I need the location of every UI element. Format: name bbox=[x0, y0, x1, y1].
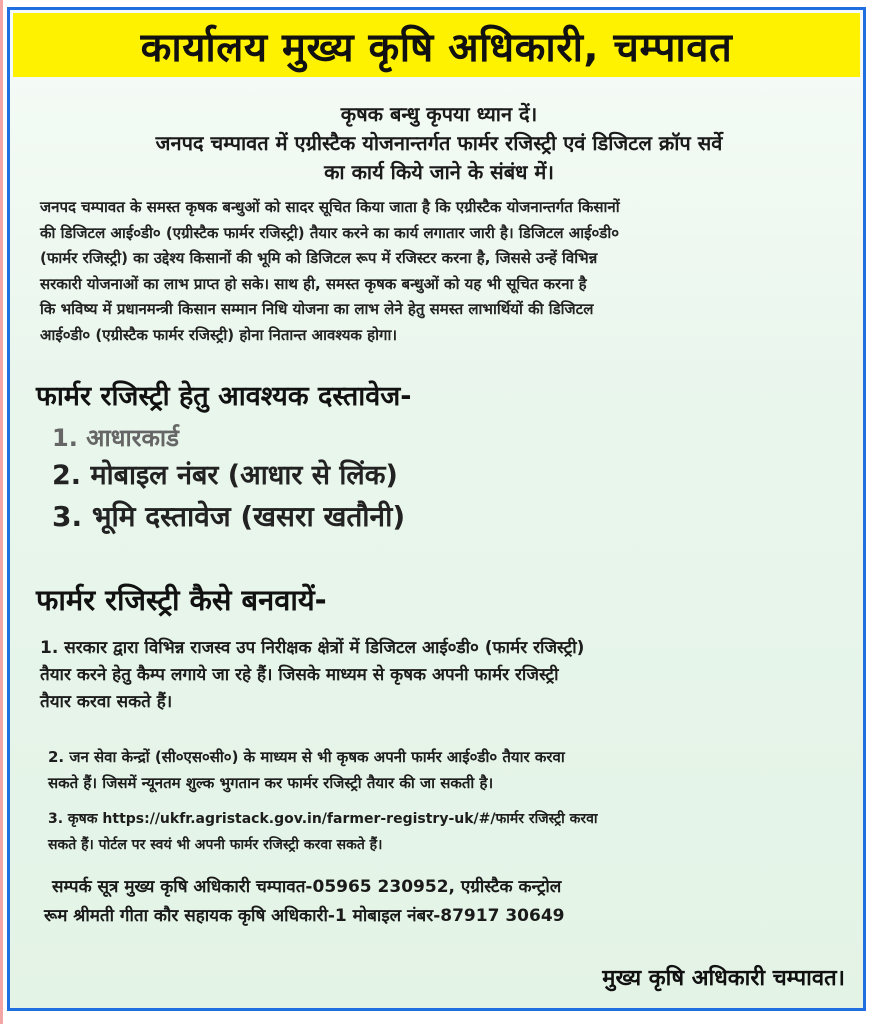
left-edge-stripe bbox=[0, 0, 3, 1024]
notice-body-paragraph bbox=[40, 195, 850, 348]
intro-line-1: कृषक बन्धु कृपया ध्यान दें। bbox=[340, 102, 538, 126]
body-line: सरकारी योजनाओं का लाभ प्राप्त हो सके। साथ ही, समस्त कृषक बन्धुओं को यह भी सूचित करना है bbox=[40, 274, 587, 293]
required-documents-list bbox=[52, 420, 405, 538]
document-item-land-records: 3. भूमि दस्तावेज (खसरा खतौनी) bbox=[52, 500, 406, 533]
body-line: की डिजिटल आई०डी० (एग्रीस्टैक फार्मर रजिस्ट्री) तैयार करने का कार्य लगातार जारी है। डिजिटल आई०डी० bbox=[40, 223, 620, 242]
step-2 bbox=[48, 744, 828, 796]
step-2-line: सकते हैं। जिसमें न्यूनतम शुल्क भुगतान कर फार्मर रजिस्ट्री तैयार की जा सकती है। bbox=[48, 774, 494, 792]
step-1-line: तैयार करने हेतु कैम्प लगाये जा रहे हैं। जिसके माध्यम से कृषक अपनी फार्मर रजिस्ट्री bbox=[40, 665, 559, 685]
intro-line-2: जनपद चम्पावत में एग्रीस्टैक योजनान्तर्गत फार्मर रजिस्ट्री एवं डिजिटल क्रॉप सर्वे bbox=[155, 131, 723, 155]
intro-line-3: का कार्य किये जाने के संबंध में। bbox=[324, 160, 554, 184]
step-2-line: 2. जन सेवा केन्द्रों (सी०एस०सी०) के माध्यम से भी कृषक अपनी फार्मर आई०डी० तैयार करवा bbox=[48, 748, 565, 766]
contact-line-2: रूम श्रीमती गीता कौर सहायक कृषि अधिकारी-1 मोबाइल नंबर-87917 30649 bbox=[44, 906, 565, 926]
body-line: कि भविष्य में प्रधानमन्त्री किसान सम्मान निधि योजना का लाभ लेने हेतु समस्त लाभार्थियों की डिजिटल bbox=[40, 300, 594, 318]
contact-line-1: सम्पर्क सूत्र मुख्य कृषि अधिकारी चम्पावत-05965 230952, एग्रीस्टैक कन्ट्रोल bbox=[52, 877, 562, 897]
how-to-heading: फार्मर रजिस्ट्री कैसे बनवायें- bbox=[36, 583, 327, 617]
body-line: (फार्मर रजिस्ट्री) का उद्देश्य किसानों की भूमि को डिजिटल रूप में रजिस्टर करना है, जिससे उन्हें विभिन्न bbox=[40, 249, 598, 267]
body-line: आई०डी० (एग्रीस्टैक फार्मर रजिस्ट्री) होना नितान्त आवश्यक होगा। bbox=[40, 325, 398, 344]
contact-info bbox=[44, 873, 834, 931]
notice-frame bbox=[7, 7, 866, 1011]
step-3 bbox=[48, 806, 828, 858]
document-item-mobile: 2. मोबाइल नंबर (आधार से लिंक) bbox=[52, 460, 398, 491]
body-line: जनपद चम्पावत के समस्त कृषक बन्धुओं को सादर सूचित किया जाता है कि एग्रीस्टैक योजनान्तर्गत किसानों bbox=[40, 198, 620, 216]
step-1-line: 1. सरकार द्वारा विभिन्न राजस्व उप निरीक्षक क्षेत्रों में डिजिटल आई०डी० (फार्मर रजिस्ट्री) bbox=[40, 638, 585, 658]
document-item-aadhaar: 1. आधारकार्ड bbox=[52, 424, 179, 452]
step-3-line: सकते हैं। पोर्टल पर स्वयं भी अपनी फार्मर रजिस्ट्री करवा सकते हैं। bbox=[48, 837, 383, 853]
step-1-line: तैयार करवा सकते हैं। bbox=[40, 692, 173, 712]
signature: मुख्य कृषि अधिकारी चम्पावत। bbox=[602, 966, 845, 991]
notice-intro bbox=[24, 100, 854, 187]
office-title: कार्यालय मुख्य कृषि अधिकारी, चम्पावत bbox=[140, 24, 733, 71]
step-1 bbox=[40, 635, 840, 716]
title-banner bbox=[13, 13, 860, 77]
step-3-line-link[interactable]: 3. कृषक https://ukfr.agristack.gov.in/farmer-registry-uk/#/फार्मर रजिस्ट्री करवा bbox=[48, 811, 598, 827]
documents-heading: फार्मर रजिस्ट्री हेतु आवश्यक दस्तावेज- bbox=[36, 381, 412, 412]
